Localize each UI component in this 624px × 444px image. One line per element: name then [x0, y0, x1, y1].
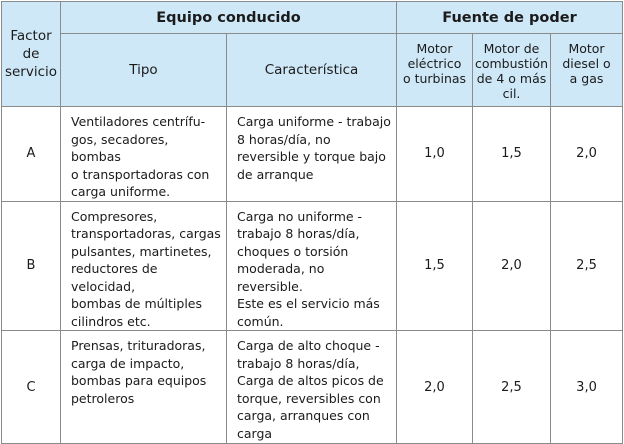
diesel-value: 2,0: [551, 107, 623, 202]
text-line: bombas de múltiples: [71, 296, 202, 311]
factor-de-servicio-header: [2, 2, 61, 107]
text-line: Prensas, trituradoras,: [71, 338, 206, 353]
motor-electrico-header: [397, 34, 473, 107]
text-line: Ventiladores centrífu-: [71, 114, 206, 129]
factor-label-line: de: [22, 46, 40, 62]
factor-label-line: Factor: [10, 28, 52, 44]
tipo-cell: [61, 201, 227, 331]
caracteristica-cell: [227, 331, 397, 444]
combustion-value: 1,5: [473, 107, 551, 202]
header-line: Motor: [416, 41, 453, 56]
text-line: común.: [237, 313, 284, 329]
diesel-value: 3,0: [551, 331, 623, 444]
table-row: [2, 331, 623, 444]
text-line: reversible y torque bajo: [237, 149, 386, 164]
text-line: transportadoras, cargas: [71, 226, 221, 241]
text-line: Este es el servicio más: [237, 296, 380, 311]
header-line: a gas: [569, 71, 604, 86]
text-line: cilindros etc.: [71, 313, 151, 329]
tipo-header: Tipo: [61, 34, 227, 107]
tipo-cell: [61, 107, 227, 202]
text-line: pulsantes, martinetes,: [71, 243, 212, 259]
factor-cell: A: [2, 107, 61, 202]
text-line: moderada, no reversible.: [237, 261, 325, 294]
diesel-value: 2,5: [551, 201, 623, 331]
text-line: trabajo 8 horas/día,: [237, 355, 360, 371]
header-line: Motor de: [483, 41, 540, 56]
header-line: diesel o: [562, 56, 611, 71]
header-line: cil.: [502, 86, 521, 101]
text-line: bombas para equipos: [71, 373, 207, 388]
motor-diesel-header: [551, 34, 623, 107]
text-line: torque, reversibles con: [237, 390, 381, 406]
text-line: Carga de alto choque -: [237, 338, 380, 353]
electrico-value: 1,0: [397, 107, 473, 202]
header-line: combustión: [474, 56, 548, 71]
tipo-cell: [61, 331, 227, 444]
table-row: [2, 107, 623, 202]
electrico-value: 1,5: [397, 201, 473, 331]
equipo-conducido-header: Equipo conducido: [61, 2, 397, 34]
service-factor-table: [1, 1, 623, 444]
factor-label-line: servicio: [4, 64, 58, 80]
table-row: [2, 201, 623, 331]
text-line: o transportadoras con: [71, 166, 210, 182]
text-line: carga, arranques con: [237, 408, 370, 423]
text-line: Carga no uniforme -: [237, 208, 363, 224]
motor-combustion-header: [473, 34, 551, 107]
header-line: o turbinas: [402, 71, 467, 86]
fuente-de-poder-header: Fuente de poder: [397, 2, 623, 34]
text-line: 8 horas/día, no: [237, 131, 331, 147]
combustion-value: 2,5: [473, 331, 551, 444]
text-line: de arranque: [237, 166, 314, 182]
factor-cell: B: [2, 201, 61, 331]
combustion-value: 2,0: [473, 201, 551, 331]
text-line: Compresores,: [71, 208, 158, 224]
text-line: trabajo 8 horas/día,: [237, 226, 360, 241]
text-line: Carga uniforme - trabajo: [237, 114, 391, 129]
text-line: reductores de velocidad,: [71, 261, 158, 294]
caracteristica-header: Característica: [227, 34, 397, 107]
text-line: choques o torsión: [237, 243, 349, 259]
factor-cell: C: [2, 331, 61, 444]
text-line: carga: [237, 425, 273, 441]
header-line: eléctrico: [407, 56, 462, 71]
text-line: Carga de altos picos de: [237, 373, 384, 388]
caracteristica-cell: [227, 107, 397, 202]
text-line: petroleros: [71, 390, 135, 406]
header-line: de 4 o más: [476, 71, 547, 86]
text-line: carga uniforme.: [71, 184, 171, 199]
header-line: Motor: [568, 41, 605, 56]
caracteristica-cell: [227, 201, 397, 331]
text-line: carga de impacto,: [71, 355, 185, 371]
electrico-value: 2,0: [397, 331, 473, 444]
text-line: gos, secadores, bombas: [71, 131, 169, 164]
